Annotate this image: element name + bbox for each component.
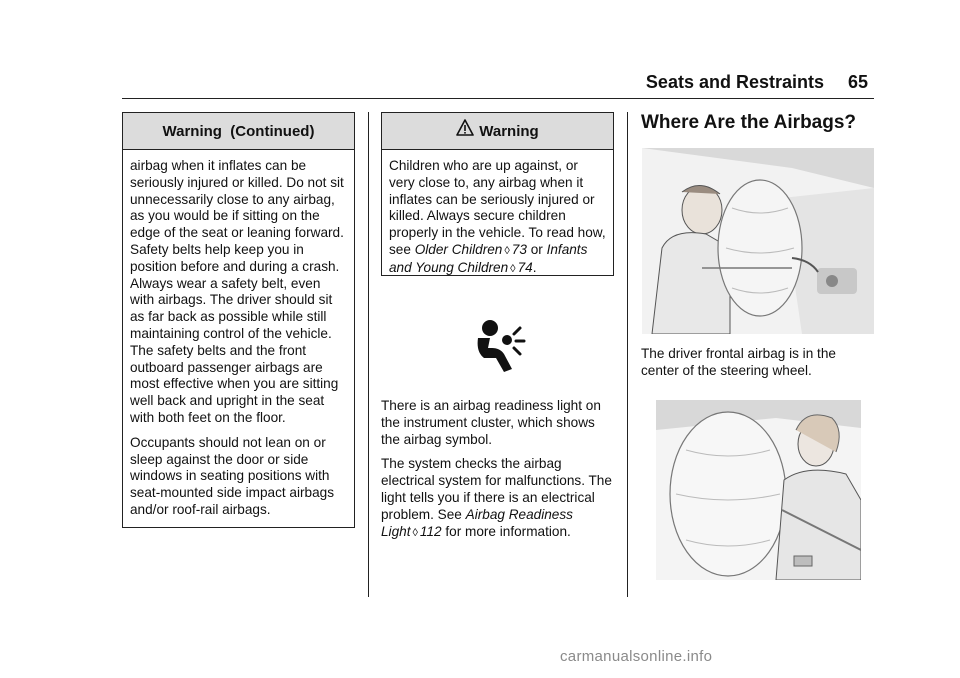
airbag-readiness-icon [470, 318, 530, 374]
infants-young-children-link[interactable]: Infants and Young Children [389, 241, 588, 275]
column-divider-1 [368, 112, 369, 597]
page-ref[interactable]: 73 [511, 241, 527, 257]
warning-paragraph: Occupants should not lean on or sleep against the door or side windows in seating positions with seat-mounted side impact airbags and/or roof-rail airbags. [130, 434, 335, 517]
driver-frontal-airbag-illustration [642, 148, 874, 334]
warning-paragraph: airbag when it inflates can be seriously injured or killed. Do not sit unnecessarily close to any airbag, as you would be if sitting on the edge of the seat or leaning forward. Safety belts help keep you in position before and during a crash. Always wear a safety belt, even with airbags. The driver should sit as far back as possible while still maintaining control of the vehicle. The safety belts and the front outboard passenger airbags are most effective when you are sitting well back and upright in the seat with both feet on the floor. [130, 158, 344, 425]
warning-paragraph: Children who are up against, or very close to, any airbag when it inflates can be seriously injured or killed. Always secure children properly in the vehicle. To read how, see Older Children ◊ 73 or Infants and Young Children ◊ 74. [389, 158, 606, 275]
page-number: 65 [847, 72, 868, 92]
airbag-readiness-light-link[interactable]: Airbag Readiness Light [381, 506, 573, 539]
airbag-readiness-text [381, 398, 616, 549]
paragraph: The system checks the airbag electrical system for malfunctions. The light tells you if there is an electrical problem. See Airbag Readiness Light ◊ 112 for more information. [381, 456, 612, 539]
page-ref[interactable]: 74 [517, 259, 533, 275]
header-rule [122, 98, 874, 99]
warning-heading: Warning [382, 113, 613, 150]
warning-continued-heading: Warning (Continued) [123, 113, 354, 150]
xref-icon: ◊ [504, 244, 510, 257]
column-divider-2 [627, 112, 628, 597]
paragraph: There is an airbag readiness light on the instrument cluster, which shows the airbag symbol. [381, 398, 601, 447]
older-children-link[interactable]: Older Children [414, 241, 503, 257]
section-title-header: Seats and Restraints [645, 72, 824, 92]
xref-icon: ◊ [510, 262, 516, 275]
figure-caption: The driver frontal airbag is in the center of the steering wheel. [641, 346, 836, 378]
warning-triangle-icon [456, 119, 474, 141]
page-ref[interactable]: 112 [419, 523, 442, 539]
xref-icon: ◊ [412, 526, 418, 539]
warning-box [381, 112, 614, 276]
watermark: carmanualsonline.info [560, 648, 713, 665]
passenger-frontal-airbag-illustration [656, 400, 861, 580]
section-heading: Where Are the Airbags? [641, 112, 857, 133]
warning-continued-box [122, 112, 355, 528]
